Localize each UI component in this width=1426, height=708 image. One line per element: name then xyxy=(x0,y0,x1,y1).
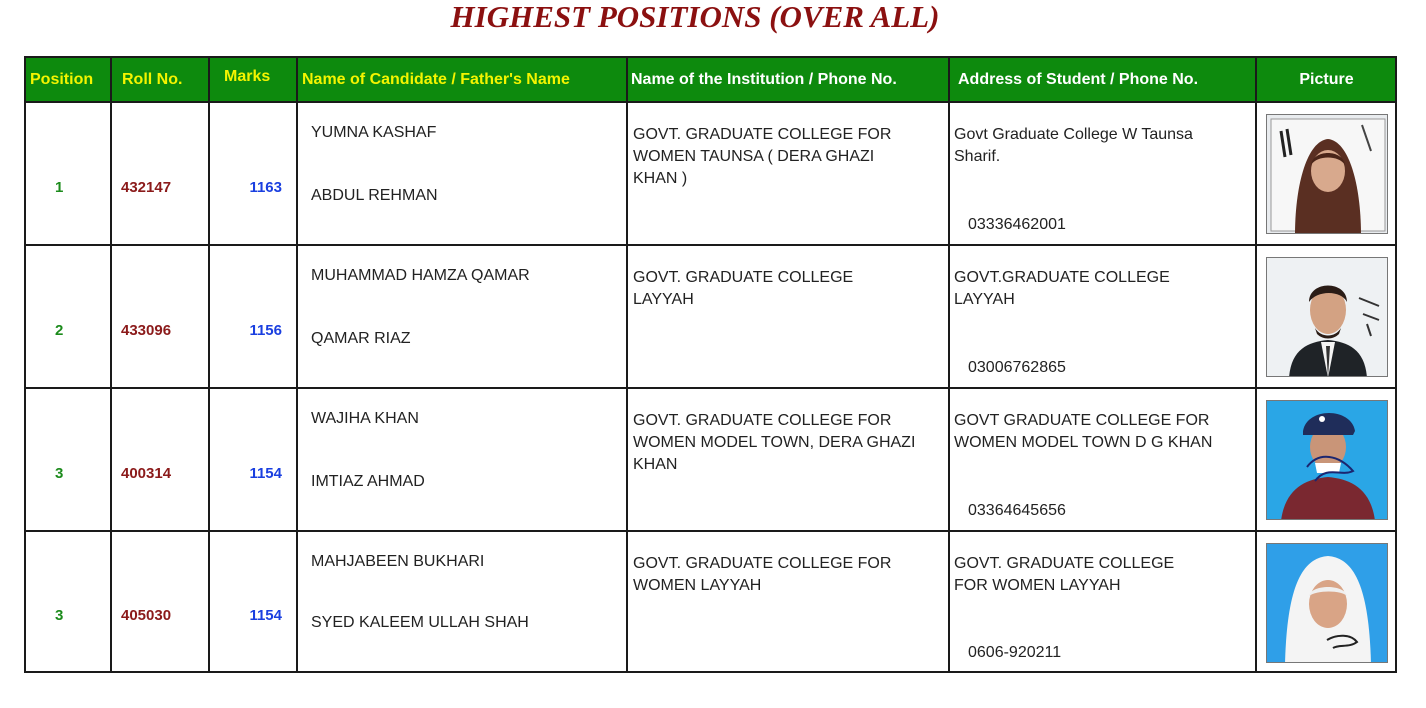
position-cell: 3 xyxy=(55,607,64,624)
candidate-photo xyxy=(1266,257,1388,377)
row-divider xyxy=(26,387,1395,389)
institution-cell: GOVT. GRADUATE COLLEGE LAYYAH xyxy=(633,269,854,308)
header-roll: Roll No. xyxy=(122,70,183,88)
phone-cell: 03336462001 xyxy=(968,216,1066,233)
table-row xyxy=(26,534,1395,673)
address-cell: GOVT GRADUATE COLLEGE FOR WOMEN MODEL TOWN D G KHAN xyxy=(954,412,1213,451)
roll-cell: 433096 xyxy=(121,322,172,339)
father-name: IMTIAZ AHMAD xyxy=(311,473,425,490)
address-cell: GOVT.GRADUATE COLLEGE LAYYAH xyxy=(954,269,1170,308)
candidate-photo xyxy=(1266,114,1388,234)
candidate-name: YUMNA KASHAF xyxy=(311,124,437,141)
table-row xyxy=(26,248,1395,387)
institution-cell: GOVT. GRADUATE COLLEGE FOR WOMEN MODEL TOWN, DERA GHAZI KHAN xyxy=(633,412,916,473)
marks-cell: 1154 xyxy=(249,465,282,482)
results-table xyxy=(24,56,1397,673)
header-marks: Marks xyxy=(224,67,271,85)
table-header xyxy=(26,58,1395,103)
header-address: Address of Student / Phone No. xyxy=(958,70,1199,88)
header-name: Name of Candidate / Father's Name xyxy=(302,70,570,88)
marks-cell: 1154 xyxy=(249,607,282,624)
phone-cell: 03006762865 xyxy=(968,359,1066,376)
candidate-name: MUHAMMAD HAMZA QAMAR xyxy=(311,267,530,284)
position-cell: 1 xyxy=(55,179,64,196)
address-cell: Govt Graduate College W Taunsa Sharif. xyxy=(954,126,1193,165)
phone-cell: 0606-920211 xyxy=(968,644,1062,661)
institution-cell: GOVT. GRADUATE COLLEGE FOR WOMEN LAYYAH xyxy=(633,555,892,591)
roll-cell: 400314 xyxy=(121,465,172,482)
candidate-photo xyxy=(1266,400,1388,520)
phone-cell: 03364645656 xyxy=(968,502,1066,519)
table-row xyxy=(26,391,1395,530)
header-position: Position xyxy=(30,70,94,88)
table-row xyxy=(26,105,1395,244)
position-cell: 3 xyxy=(55,465,64,482)
header-institution: Name of the Institution / Phone No. xyxy=(631,70,897,88)
marks-cell: 1163 xyxy=(249,179,282,196)
candidate-name: MAHJABEEN BUKHARI xyxy=(311,553,485,570)
roll-cell: 405030 xyxy=(121,607,172,624)
candidate-photo xyxy=(1266,543,1388,663)
row-divider xyxy=(26,244,1395,246)
institution-cell: GOVT. GRADUATE COLLEGE FOR WOMEN TAUNSA ( DERA GHAZI KHAN ) xyxy=(633,126,892,187)
marks-cell: 1156 xyxy=(249,322,282,339)
position-cell: 2 xyxy=(55,322,64,339)
page-title: HIGHEST POSITIONS (OVER ALL) xyxy=(450,0,940,34)
father-name: SYED KALEEM ULLAH SHAH xyxy=(311,614,529,631)
father-name: QAMAR RIAZ xyxy=(311,330,411,347)
address-cell: GOVT. GRADUATE COLLEGE FOR WOMEN LAYYAH xyxy=(954,555,1175,591)
candidate-name: WAJIHA KHAN xyxy=(311,410,419,427)
header-picture: Picture xyxy=(1299,70,1354,88)
roll-cell: 432147 xyxy=(121,179,172,196)
row-divider xyxy=(26,530,1395,532)
father-name: ABDUL REHMAN xyxy=(311,187,438,204)
